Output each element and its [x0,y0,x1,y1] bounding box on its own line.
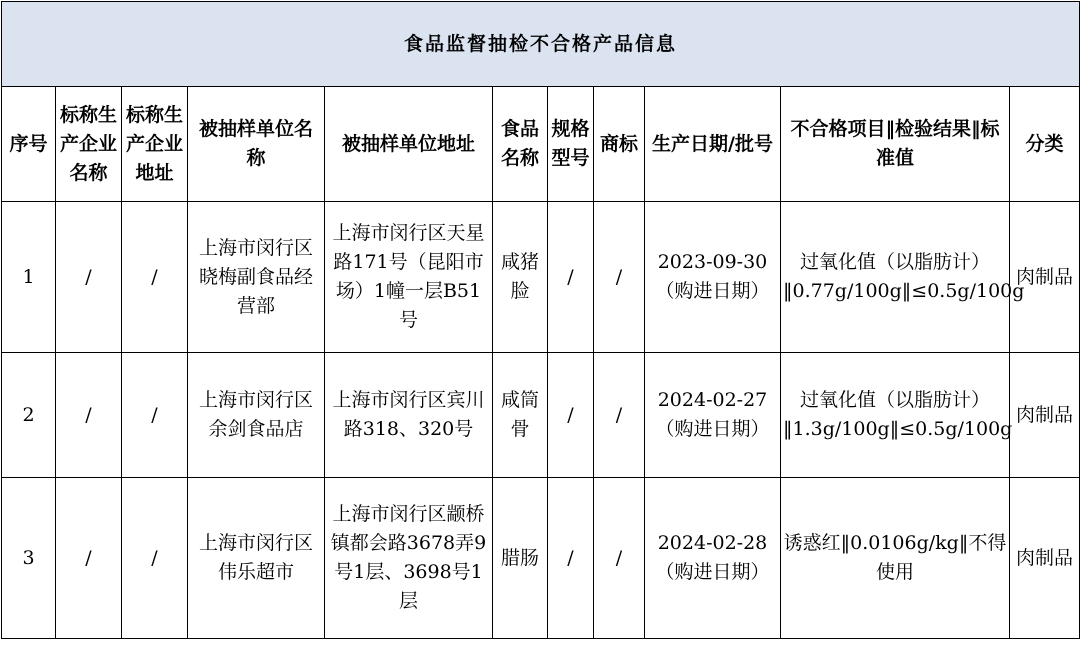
cell-mfr-name: / [56,353,122,478]
title-row [2,2,1080,87]
cell-date: 2024-02-28（购进日期） [645,478,781,639]
cell-mfr-name: / [56,202,122,353]
header-category: 分类 [1010,87,1080,202]
cell-spec: / [548,478,594,639]
header-brand: 商标 [594,87,645,202]
cell-food-name: 腊肠 [493,478,548,639]
header-mfr-addr: 标称生产企业地址 [122,87,188,202]
page-title: 食品监督抽检不合格产品信息 [2,2,1080,87]
cell-seq: 2 [2,353,56,478]
cell-spec: / [548,202,594,353]
cell-category: 肉制品 [1010,202,1080,353]
cell-brand: / [594,353,645,478]
header-mfr-name: 标称生产企业名称 [56,87,122,202]
cell-mfr-name: / [56,478,122,639]
header-unit-addr: 被抽样单位地址 [325,87,493,202]
cell-unit-addr: 上海市闵行区天星路171号（昆阳市场）1幢一层B51号 [325,202,493,353]
cell-unit-name: 上海市闵行区晓梅副食品经营部 [188,202,325,353]
cell-brand: / [594,202,645,353]
cell-unit-addr: 上海市闵行区宾川路318、320号 [325,353,493,478]
cell-unit-addr: 上海市闵行区颛桥镇都会路3678弄9号1层、3698号1层 [325,478,493,639]
cell-mfr-addr: / [122,202,188,353]
cell-seq: 3 [2,478,56,639]
cell-unit-name: 上海市闵行区伟乐超市 [188,478,325,639]
cell-food-name: 咸筒骨 [493,353,548,478]
cell-category: 肉制品 [1010,353,1080,478]
cell-category: 肉制品 [1010,478,1080,639]
cell-date: 2023-09-30（购进日期） [645,202,781,353]
cell-date: 2024-02-27（购进日期） [645,353,781,478]
cell-mfr-addr: / [122,478,188,639]
header-seq: 序号 [2,87,56,202]
cell-unit-name: 上海市闵行区余剑食品店 [188,353,325,478]
cell-result: 诱惑红‖0.0106g/kg‖不得使用 [781,478,1010,639]
cell-seq: 1 [2,202,56,353]
cell-result: 过氧化值（以脂肪计）‖0.77g/100g‖≤0.5g/100g [781,202,1010,353]
cell-result: 过氧化值（以脂肪计）‖1.3g/100g‖≤0.5g/100g [781,353,1010,478]
table-row [2,478,1080,639]
cell-brand: / [594,478,645,639]
header-row [2,87,1080,202]
header-date: 生产日期/批号 [645,87,781,202]
table-row [2,353,1080,478]
header-result: 不合格项目‖检验结果‖标准值 [781,87,1010,202]
header-spec: 规格型号 [548,87,594,202]
cell-spec: / [548,353,594,478]
header-unit-name: 被抽样单位名称 [188,87,325,202]
table-row [2,202,1080,353]
cell-food-name: 咸猪脸 [493,202,548,353]
header-food-name: 食品名称 [493,87,548,202]
inspection-table [1,1,1080,639]
cell-mfr-addr: / [122,353,188,478]
